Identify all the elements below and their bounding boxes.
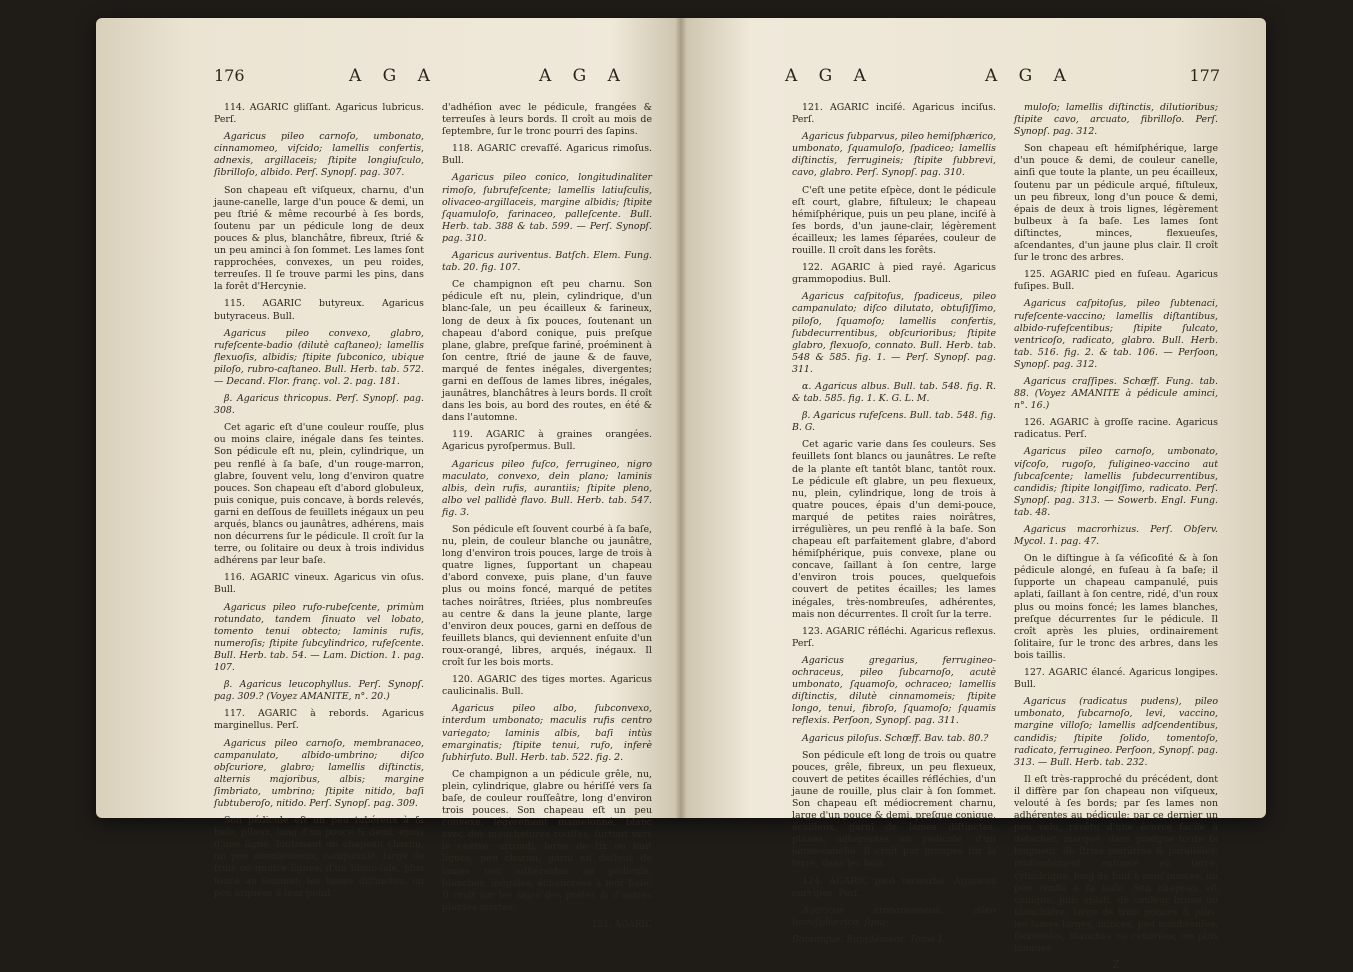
entry-heading: 125. AGARIC pied en fuſeau. Agaricus fuſipes. Bull. xyxy=(1014,269,1218,293)
description-paragraph: Son chapeau eſt hémiſphérique, large d'un pouce & demi, de couleur canelle, ainſi que toute la plante, un peu écailleux, ſoutenu par un pédicule arqué, fiſtuleux, un peu fibreux, long d'un pouce & demi, épais de deux à trois lignes, légèrement bulbeux à ſa baſe. Les lames ſont diſtinctes, minces, flexueuſes, aſcendantes, d'un jaune plus clair. Il croît ſur le tronc des arbres. xyxy=(1014,143,1218,264)
latin-description: Agaricus pileo carnoſo, membranaceo, campanulato, albido-umbrino; diſco obſcuriore, glabro; lamellis diſtinctis, alternis majoribus, albis; margine ſimbriato, umbrino; ſtipite nitido, baſi ſubtuberoſo, nitido. Perſ. Synopſ. pag. 309. xyxy=(214,737,424,809)
latin-description: Agaricus pileo carnoſo, umbonato, cinnamomeo, viſcido; lamellis confertis, adnexis, argillaceis; ſtipite longiuſculo, ſibrilloſo, albido. Perſ. Synopſ. pag. 307. xyxy=(214,131,424,179)
latin-description: Agaricus macrorhizus. Perſ. Obſerv. Mycol. 1. pag. 47. xyxy=(1014,524,1218,548)
page-number: 176 xyxy=(214,66,245,85)
latin-description: Agaricus auriventus. Batſch. Elem. Fung. tab. 20. fig. 107. xyxy=(442,250,652,274)
entry-heading: 127. AGARIC élancé. Agaricus longipes. Bull. xyxy=(1014,667,1218,691)
entry-heading: 122. AGARIC à pied rayé. Agaricus grammopodius. Bull. xyxy=(792,262,996,286)
latin-description: Agaricus ſubparvus, pileo hemiſphærico, umbonato, ſquamuloſo, ſpadiceo; lamellis diſtinctis, ferrugineis; ſtipite ſubbrevi, cavo, glabro. Perſ. Synopſ. pag. 310. xyxy=(792,131,996,179)
right-page xyxy=(700,18,1248,972)
description-paragraph: Cet agaric eſt d'une couleur rouſſe, plus ou moins claire, inégale dans ſes teintes. Son pédicule eſt nu, plein, cylindrique, un peu renflé à ſa baſe, d'un rouge-marron, glabre, ſouvent velu, long d'environ quatre pouces. Son chapeau eſt d'abord globuleux, puis conique, puis concave, à bords relevés, garni en deſſous de feuillets inégaux un peu arqués, blancs ou jaunâtres, adhérens, mais non décurrens ſur le pédicule. Il croît ſur la terre, ou ſolitaire ou deux à trois individus adhérens par leur baſe. xyxy=(214,422,424,567)
left-column-2 xyxy=(442,102,652,930)
right-column-2 xyxy=(1014,102,1218,972)
left-column-2-text xyxy=(442,102,652,914)
description-paragraph: Il eſt très-rapproché du précédent, dont il diffère par ſon chapeau non viſqueux, velouté à ſes bords; par ſes lames non adhérentes au pédicule; par ce dernier un peu velu, revêtu d'une écorce facile à détacher, marqué, dans preſque toute ſa longueur, de ſtries noirâtres & parallèles, profondément enfoncé en terre, cylindrique, long de huit à neuf pouces, un peu renflé à ſa baſe. Son chapeau eſt conique, puis aplati, de couleur brune ou blanchâtre, large de trois pouces & plus; les lames larges, minces, peu nombreuſes, flexueuſes, blanches ou cendrées; les plus longues xyxy=(1014,773,1218,955)
right-column-1 xyxy=(792,102,996,945)
entry-heading: 126. AGARIC à groſſe racine. Agaricus radicatus. Perſ. xyxy=(1014,417,1218,441)
latin-description: Agaricus pileo carnoſo, umbonato, viſcoſo, rugoſo, fuligineo-vaccino aut ſubcaſcente; lamellis ſubdecurrentibus, candidis; ſtipite longiſſimo, radicato. Perſ. Synopſ. pag. 313. — Sowerb. Engl. Fung. tab. 48. xyxy=(1014,446,1218,518)
entry-heading: 124. AGARIC pied recourbé. Agaricus curvipes. Perſ. xyxy=(792,875,996,899)
signature-mark: Z xyxy=(1112,960,1120,972)
entry-heading: 120. AGARIC des tiges mortes. Agaricus caulicinalis. Bull. xyxy=(442,674,652,698)
description-paragraph: Son pédicule eſt ſouvent courbé à ſa baſe, nu, plein, de couleur blanche ou jaunâtre, long d'environ trois pouces, large de trois à quatre lignes, ſupportant un chapeau d'abord convexe, puis plane, d'un fauve plus ou moins foncé, marqué de petites taches noirâtres, ſtriées, plus nombreuſes au centre & dans la jeune plante, large d'environ deux pouces, garni en deſſous de feuillets blancs, qui deviennent enſuite d'un roux-orangé, libres, arqués, inégaux. Il croît ſur les bois morts. xyxy=(442,524,652,669)
entry-heading: 116. AGARIC vineux. Agaricus vin oſus. Bull. xyxy=(214,572,424,596)
latin-description: Agaricus craſſipes. Schœff. Fung. tab. 88. (Voyez AMANITE à pédicule aminci, n°. 16.) xyxy=(1014,375,1218,412)
running-head-word: A G A xyxy=(349,66,438,86)
entry-heading: 114. AGARIC gliſſant. Agaricus lubricus. Perſ. xyxy=(214,102,424,126)
latin-description: Agaricus caſpitoſus, pileo ſubtenaci, rufeſcente-vaccino; lamellis diſtantibus, albido-rufeſcentibus; ſtipite ſulcato, ventricoſo, radicato, glabro. Bull. Herb. tab. 516. fig. 2. & tab. 106. — Perſoon, Synopſ. pag. 312. xyxy=(1014,298,1218,370)
entry-heading: 117. AGARIC à rebords. Agaricus marginellus. Perſ. xyxy=(214,708,424,732)
running-head-left xyxy=(114,62,662,102)
left-page xyxy=(114,18,662,930)
description-paragraph: On le diſtingue à ſa véſicoſité & à ſon pédicule alongé, en fuſeau à ſa baſe; il ſupporte un chapeau campanulé, puis aplati, ſaillant à ſon centre, ridé, d'un roux plus ou moins foncé; les lames blanches, preſque décurrentes ſur le pédicule. Il croît après les pluies, ordinairement ſolitaire, ſur le tronc des arbres, dans les bois taillis. xyxy=(1014,553,1218,661)
latin-description: β. Agaricus leucophyllus. Perſ. Synopſ. pag. 309.? (Voyez AMANITE, n°. 20.) xyxy=(214,679,424,703)
entry-heading: 118. AGARIC crevaſſé. Agaricus rimoſus. Bull. xyxy=(442,143,652,167)
latin-description: muloſo; lamellis diſtinctis, dilutioribus; ſtipite cavo, arcuato, fibrilloſo. Perſ. Synopſ. pag. 312. xyxy=(1014,102,1218,138)
description-paragraph: Son pédicule eſt un peu tubéreux à ſa baſe, pileux, long d'un pouce & demi, épais d'une ligne, ſoutenant un chapeau charnu, un peu membraneux, campanulé, large de trois ou quatre lignes, d'un blanc-ſale, plus foncé au ſommet; les lames diſtinctes, un peu arquées à leur point xyxy=(214,815,424,899)
entry-heading: 119. AGARIC à graines orangées. Agaricus pyroſpermus. Bull. xyxy=(442,429,652,453)
latin-description: Agaricus caſpitoſus, ſpadiceus, pileo campanulato; diſco dilutato, obtuſiſſimo, piloſo, ſquamoſo; lamellis confertis, ſubdecurrentibus, obſcurioribus; ſtipite glabro, flexuoſo, connato. Bull. Herb. tab. 548 & 585. fig. 1. — Perſ. Synopſ. pag. 311. xyxy=(792,291,996,375)
entry-heading: 115. AGARIC butyreux. Agaricus butyraceus. Bull. xyxy=(214,298,424,322)
latin-description: β. Agaricus rufeſcens. Bull. tab. 548. fig. B. G. xyxy=(792,410,996,434)
right-column-1-text xyxy=(792,102,996,929)
latin-description: Agaricus pileo convexo, glabro, rufeſcente-badio (dilutè caſtaneo); lamellis flexuoſis, albidis; ſtipite ſubconico, ubique piloſo, rubro-caſtaneo. Bull. Herb. tab. 572. — Decand. Flor. franç. vol. 2. pag. 181. xyxy=(214,327,424,387)
left-column-1 xyxy=(214,102,424,899)
open-book xyxy=(96,18,1266,972)
description-paragraph: d'adhéſion avec le pédicule, frangées & terreuſes à leurs bords. Il croît au mois de ſeptembre, ſur le tronc pourri des ſapins. xyxy=(442,102,652,138)
running-head-right xyxy=(700,62,1248,102)
latin-description: Agaricus cinnamomeus, pileo hemiſphærico, ſqua- xyxy=(792,904,996,928)
description-paragraph: Son pédicule eſt long de trois ou quatre pouces, grêle, fibreux, un peu flexueux, couvert de petites écailles réfléchies, d'un jaune de rouille, plus clair à ſon ſommet. Son chapeau eſt médiocrement charnu, large d'un pouce & demi, preſque conique, écailleux, garni de lames diſtinctes, planes, adhérentes au pédicule, d'un jaune-canelle. Il croît par groupes ſur la terre, dans les bois. xyxy=(792,749,996,870)
running-head-word: A G A xyxy=(785,66,874,86)
running-head-word: A G A xyxy=(985,66,1074,86)
catchword: 121. AGARIC xyxy=(591,919,652,930)
footer-line: Botanique. Supplément. Tome I. xyxy=(792,933,945,945)
entry-heading: 123. AGARIC réfléchi. Agaricus reflexus. Perſ. xyxy=(792,625,996,649)
latin-description: Agaricus pileo fuſco, ferrugineo, nigro maculato, convexo, deìn plano; laminis albis, deìn rufis, aurantiis; ſtipite pleno, albo vel pallidè flavo. Bull. Herb. tab. 547. fig. 3. xyxy=(442,458,652,518)
latin-description: Agaricus piloſus. Schœff. Bav. tab. 80.? xyxy=(802,732,989,744)
running-head-word: A G A xyxy=(539,66,628,86)
latin-description: Agaricus (radicatus pudens), pileo umbonato, ſubcarnoſo, levi, vaccino, margine villoſo; lamellis adſcendentibus, candidis; ſtipite ſolido, tomentoſo, radicato, ferrugineo. Perſoon, Synopſ. pag. 313. — Bull. Herb. tab. 232. xyxy=(1014,696,1218,768)
latin-description: Agaricus pileo albo, ſubconvexo, interdum umbonato; maculis rufis centro variegato; laminis albis, baſi intùs emarginatis; ſtipite tenui, rufo, inferè ſubhirſuto. Bull. Herb. tab. 522. fig. 2. xyxy=(442,703,652,763)
description-paragraph: Ce champignon eſt peu charnu. Son pédicule eſt nu, plein, cylindrique, d'un blanc-ſale, un peu écailleux & farineux, long de deux à ſix pouces, ſoutenant un chapeau d'abord conique, puis preſque plane, glabre, preſque fariné, proéminent à ſon centre, ſtrié de jaune & de fauve, marqué de fentes inégales, divergentes; garni en deſſous de lames libres, inégales, jaunâtres, blanchâtres à leurs bords. Il croît dans les bois, au bord des routes, en été & dans l'automne. xyxy=(442,279,652,424)
latin-description: α. Agaricus albus. Bull. tab. 548. fig. R. & tab. 585. fig. 1. K. G. L. M. xyxy=(792,380,996,405)
description-paragraph: C'eſt une petite eſpèce, dont le pédicule eſt court, glabre, fiſtuleux; le chapeau hémiſphérique, puis un peu plane, inciſé à ſes bords, d'un jaune-clair, légèrement écailleux; les lames ſéparées, couleur de rouille. Il croît dans les forêts. xyxy=(792,184,996,257)
description-paragraph: Cet agaric varie dans ſes couleurs. Ses feuillets ſont blancs ou jaunâtres. Le reſte de la plante eſt tantôt blanc, tantôt roux. Le pédicule eſt glabre, un peu flexueux, nu, plein, cylindrique, long de trois à quatre pouces, épais d'un demi-pouce, marqué de petites raies noirâtres, irrégulières, un peu renflé à la baſe. Son chapeau eſt parfaitement glabre, d'abord hémiſphérique, puis convexe, plane ou concave, ſaillant à ſon centre, large d'environ trois pouces, quelquefois couvert de petites écailles; les lames inégales, très-nombreuſes, adhérentes, mais non décurrentes. Il croît ſur la terre. xyxy=(792,439,996,620)
description-paragraph: Son chapeau eſt viſqueux, charnu, d'un jaune-canelle, large d'un pouce & demi, un peu ſtrié & même recourbé à ſes bords, ſoutenu par un pédicule long de deux pouces & plus, blanchâtre, fibreux, ſtrié & un peu aminci à ſon ſommet. Les lames ſont rapprochées, convexes, un peu roides, terreuſes. Il ſe trouve parmi les pins, dans la forêt d'Hercynie. xyxy=(214,184,424,293)
latin-description: Agaricus pileo conico, longitudinaliter rimoſo, ſubrufeſcente; lamellis latiuſculis, olivaceo-argillaceis, margine albidis; ſtipite ſquamuloſo, farinaceo, palleſcente. Bull. Herb. tab. 388 & tab. 599. — Perſ. Synopſ. pag. 310. xyxy=(442,172,652,244)
description-paragraph: Ce champignon a un pédicule grêle, nu, plein, cylindrique, glabre ou hériſſé vers ſa baſe, de couleur rouſſeâtre, long d'environ trois pouces. Son chapeau eſt un peu convexe, légèrement mamelonné, blanc avec des mouchetures rouſſes, ſurtout vers le centre; arrondi, large de ſix ou huit lignes, peu charnu, garni en deſſous de lames non adhérentes au pédicule, blanches, inégales, échancrées à leur baſe. Il croît ſur les tiges des prêles & d'autres plantes mortes. xyxy=(442,768,652,913)
right-column-2-text xyxy=(1014,102,1218,955)
latin-description: Agaricus gregarius, ferrugineo-ochraceus, pileo ſubcarnoſo, acutè umbonato, ſquamoſo, ochraceo; lamellis diſtinctis, dilutè cinnamomeis; ſtipite longo, tenui, fibroſo, ſquamoſo; ſquamis reflexis. Perſoon, Synopſ. pag. 311. xyxy=(792,654,996,727)
page-number: 177 xyxy=(1189,66,1220,85)
latin-description: Agaricus pileo rufo-rubeſcente, primùm rotundato, tandem ſinuato vel lobato, tomento tenui obtecto; laminis rufis, numeroſis; ſtipite ſubcylindrico, rufeſcente. Bull. Herb. tab. 54. — Lam. Diction. 1. pag. 107. xyxy=(214,601,424,674)
entry-heading: 121. AGARIC inciſé. Agaricus inciſus. Perſ. xyxy=(792,102,996,126)
latin-description: β. Agaricus thricopus. Perſ. Synopſ. pag. 308. xyxy=(214,393,424,417)
